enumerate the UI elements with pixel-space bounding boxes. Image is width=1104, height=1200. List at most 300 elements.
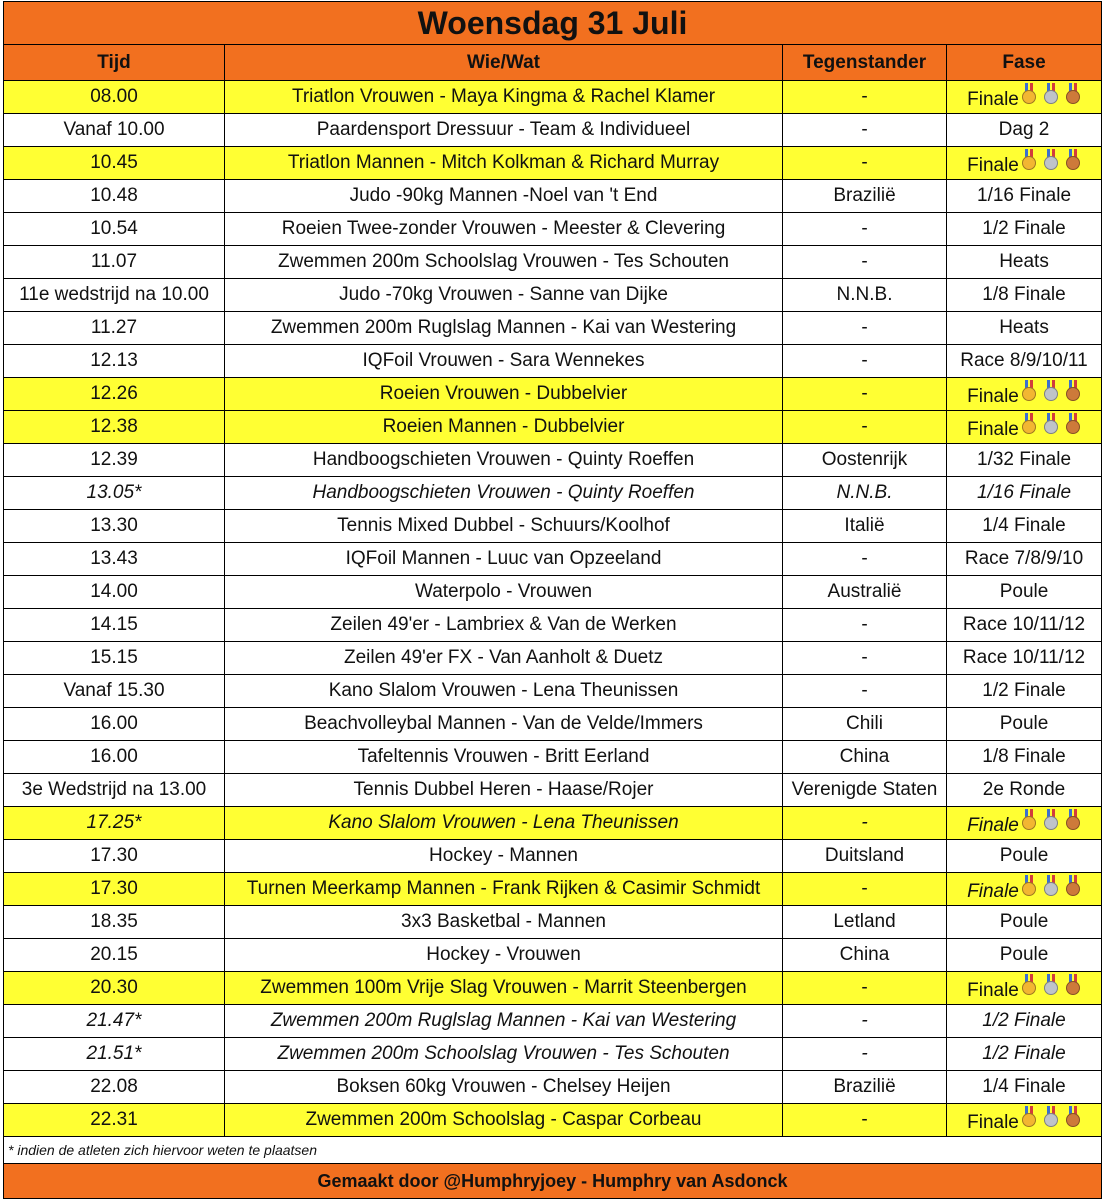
phase-cell-text: 1/16 Finale [977, 482, 1072, 503]
opponent-cell [783, 543, 947, 576]
time-cell-text: 11.07 [90, 251, 138, 272]
opponent-cell-text: - [861, 680, 868, 701]
time-cell-text: 08.00 [90, 86, 138, 107]
event-cell-text: Paardensport Dressuur - Team & Individueel [316, 119, 691, 140]
time-cell [4, 279, 225, 312]
silver-medal-icon [1043, 1106, 1059, 1128]
opponent-cell-text: - [861, 1109, 868, 1130]
opponent-cell-text: China [839, 944, 890, 965]
phase-cell [947, 675, 1102, 708]
phase-cell-text: Finale [967, 155, 1019, 176]
event-cell-text: Zwemmen 200m Schoolslag - Caspar Corbeau [305, 1109, 702, 1130]
phase-cell [947, 1071, 1102, 1104]
time-cell-text: 17.30 [90, 878, 138, 899]
time-cell [4, 675, 225, 708]
event-cell [225, 939, 783, 972]
event-cell [225, 708, 783, 741]
phase-cell-text: Finale [967, 815, 1019, 836]
silver-medal-icon [1043, 875, 1059, 897]
phase-cell-text: Race 7/8/9/10 [964, 548, 1084, 569]
opponent-cell-text: Duitsland [824, 845, 905, 866]
medal-icons [1021, 1106, 1081, 1128]
silver-medal-icon [1043, 149, 1059, 171]
table-row [4, 906, 1102, 939]
event-cell-text: Triatlon Mannen - Mitch Kolkman & Richard Murray [287, 152, 720, 173]
time-cell [4, 972, 225, 1005]
gold-medal-icon [1021, 413, 1037, 435]
phase-cell [947, 774, 1102, 807]
event-cell [225, 81, 783, 114]
medal-icons [1021, 380, 1081, 402]
phase-cell-text: Heats [999, 251, 1049, 272]
phase-cell [947, 906, 1102, 939]
opponent-cell-text: N.N.B. [836, 284, 893, 305]
phase-cell [947, 147, 1102, 180]
event-cell [225, 180, 783, 213]
event-cell [225, 378, 783, 411]
table-row [4, 939, 1102, 972]
phase-cell-text: 1/32 Finale [977, 449, 1072, 470]
opponent-cell-text: - [861, 1010, 868, 1031]
silver-medal-icon [1043, 83, 1059, 105]
medal-icons [1021, 809, 1081, 831]
phase-cell-text: Race 10/11/12 [962, 614, 1086, 635]
table-row [4, 279, 1102, 312]
event-cell [225, 1071, 783, 1104]
time-cell-text: 10.54 [90, 218, 138, 239]
phase-cell [947, 873, 1102, 906]
opponent-cell-text: - [861, 119, 868, 140]
table-row [4, 477, 1102, 510]
phase-cell [947, 81, 1102, 114]
time-cell-text: Vanaf 15.30 [63, 680, 165, 701]
phase-cell-text: Finale [967, 1112, 1019, 1133]
time-cell [4, 114, 225, 147]
phase-cell [947, 345, 1102, 378]
opponent-cell [783, 972, 947, 1005]
time-cell [4, 510, 225, 543]
gold-medal-icon [1021, 149, 1037, 171]
time-cell [4, 576, 225, 609]
medal-icons [1021, 413, 1081, 435]
time-cell [4, 378, 225, 411]
phase-cell-text: 1/8 Finale [982, 746, 1066, 767]
event-cell-text: IQFoil Vrouwen - Sara Wennekes [362, 350, 645, 371]
table-row [4, 1071, 1102, 1104]
opponent-cell [783, 279, 947, 312]
phase-cell [947, 939, 1102, 972]
event-cell [225, 576, 783, 609]
time-cell-text: 15.15 [90, 647, 138, 668]
medal-icons [1021, 149, 1081, 171]
schedule-sheet [3, 1, 1101, 1197]
time-cell [4, 180, 225, 213]
bronze-medal-icon [1065, 875, 1081, 897]
phase-cell-text: 1/4 Finale [982, 1076, 1066, 1097]
phase-cell [947, 180, 1102, 213]
event-cell [225, 345, 783, 378]
phase-cell-text: 1/2 Finale [982, 1043, 1066, 1064]
phase-cell [947, 609, 1102, 642]
opponent-cell-text: Chili [846, 713, 883, 734]
opponent-cell-text: - [861, 383, 868, 404]
event-cell-text: Triatlon Vrouwen - Maya Kingma & Rachel Klamer [291, 86, 716, 107]
time-cell [4, 1104, 225, 1137]
opponent-cell [783, 477, 947, 510]
phase-cell-text: 1/4 Finale [982, 515, 1066, 536]
opponent-cell [783, 642, 947, 675]
event-cell-text: Waterpolo - Vrouwen [414, 581, 593, 602]
opponent-cell [783, 378, 947, 411]
table-row [4, 708, 1102, 741]
time-cell-text: 14.00 [90, 581, 138, 602]
table-row [4, 609, 1102, 642]
time-cell-text: 3e Wedstrijd na 13.00 [21, 779, 207, 800]
opponent-cell-text: - [861, 350, 868, 371]
table-row [4, 807, 1102, 840]
event-cell-text: Zwemmen 200m Ruglslag Mannen - Kai van Westering [270, 317, 737, 338]
opponent-cell [783, 840, 947, 873]
opponent-cell-text: Oostenrijk [821, 449, 908, 470]
time-cell-text: 10.48 [90, 185, 138, 206]
opponent-cell [783, 906, 947, 939]
silver-medal-icon [1043, 809, 1059, 831]
time-cell [4, 873, 225, 906]
phase-cell [947, 708, 1102, 741]
time-cell-text: 17.25* [86, 812, 142, 833]
opponent-cell-text: Brazilië [833, 1076, 896, 1097]
silver-medal-icon [1043, 380, 1059, 402]
opponent-cell [783, 741, 947, 774]
phase-cell [947, 1104, 1102, 1137]
time-cell [4, 411, 225, 444]
phase-cell [947, 972, 1102, 1005]
table-row [4, 972, 1102, 1005]
opponent-cell [783, 147, 947, 180]
phase-cell [947, 1038, 1102, 1071]
time-cell [4, 213, 225, 246]
bronze-medal-icon [1065, 83, 1081, 105]
event-cell [225, 114, 783, 147]
event-cell [225, 246, 783, 279]
opponent-cell-text: - [861, 878, 868, 899]
event-cell-text: Kano Slalom Vrouwen - Lena Theunissen [328, 812, 679, 833]
opponent-cell [783, 939, 947, 972]
table-row [4, 774, 1102, 807]
table-row [4, 642, 1102, 675]
time-cell [4, 312, 225, 345]
phase-cell [947, 444, 1102, 477]
time-cell [4, 543, 225, 576]
event-cell-text: Zeilen 49'er - Lambriex & Van de Werken [330, 614, 677, 635]
time-cell [4, 609, 225, 642]
opponent-cell-text: - [861, 86, 868, 107]
phase-cell [947, 477, 1102, 510]
table-row [4, 312, 1102, 345]
time-cell-text: 12.26 [90, 383, 138, 404]
event-cell-text: Tennis Mixed Dubbel - Schuurs/Koolhof [337, 515, 670, 536]
event-cell-text: Handboogschieten Vrouwen - Quinty Roeffen [312, 449, 695, 470]
opponent-cell-text: - [861, 152, 868, 173]
gold-medal-icon [1021, 809, 1037, 831]
opponent-cell-text: Letland [833, 911, 896, 932]
phase-cell-text: 1/2 Finale [982, 218, 1066, 239]
event-cell [225, 1104, 783, 1137]
opponent-cell [783, 246, 947, 279]
bronze-medal-icon [1065, 1106, 1081, 1128]
schedule-rows [4, 81, 1102, 1137]
event-cell-text: Zwemmen 100m Vrije Slag Vrouwen - Marrit Steenbergen [260, 977, 747, 998]
event-cell-text: IQFoil Mannen - Luuc van Opzeeland [345, 548, 662, 569]
event-cell [225, 213, 783, 246]
phase-cell [947, 510, 1102, 543]
opponent-cell-text: Italië [844, 515, 885, 536]
event-cell-text: Kano Slalom Vrouwen - Lena Theunissen [328, 680, 679, 701]
time-cell-text: 12.13 [90, 350, 138, 371]
time-cell-text: 16.00 [90, 746, 138, 767]
opponent-cell [783, 180, 947, 213]
gold-medal-icon [1021, 1106, 1037, 1128]
gold-medal-icon [1021, 83, 1037, 105]
table-row [4, 543, 1102, 576]
time-cell-text: 11e wedstrijd na 10.00 [19, 284, 209, 305]
time-cell-text: 21.47* [86, 1010, 142, 1031]
event-cell [225, 642, 783, 675]
phase-cell-text: Poule [999, 845, 1049, 866]
opponent-cell-text: - [861, 647, 868, 668]
phase-cell-text: Finale [967, 419, 1019, 440]
time-cell [4, 741, 225, 774]
time-cell-text: 13.30 [90, 515, 138, 536]
page-title: Woensdag 31 Juli [4, 2, 1102, 45]
table-row [4, 81, 1102, 114]
phase-cell-text: Finale [967, 386, 1019, 407]
silver-medal-icon [1043, 413, 1059, 435]
gold-medal-icon [1021, 380, 1037, 402]
opponent-cell [783, 345, 947, 378]
phase-cell [947, 741, 1102, 774]
table-row [4, 444, 1102, 477]
phase-cell-text: Poule [999, 911, 1049, 932]
gold-medal-icon [1021, 875, 1037, 897]
opponent-cell [783, 609, 947, 642]
opponent-cell-text: China [839, 746, 890, 767]
opponent-cell [783, 675, 947, 708]
time-cell-text: 13.43 [90, 548, 138, 569]
table-row [4, 741, 1102, 774]
time-cell [4, 1038, 225, 1071]
phase-cell-text: 2e Ronde [982, 779, 1066, 800]
event-cell-text: 3x3 Basketbal - Mannen [401, 911, 606, 932]
time-cell-text: 20.30 [90, 977, 138, 998]
table-row [4, 1038, 1102, 1071]
opponent-cell-text: - [861, 977, 868, 998]
opponent-cell-text: - [861, 1043, 868, 1064]
phase-cell [947, 576, 1102, 609]
event-cell-text: Roeien Mannen - Dubbelvier [382, 416, 625, 437]
opponent-cell [783, 807, 947, 840]
event-cell [225, 312, 783, 345]
time-cell-text: 16.00 [90, 713, 138, 734]
column-header-time: Tijd [4, 45, 225, 81]
time-cell-text: 20.15 [90, 944, 138, 965]
table-row [4, 840, 1102, 873]
event-cell-text: Hockey - Vrouwen [426, 944, 581, 965]
opponent-cell-text: - [861, 218, 868, 239]
medal-icons [1021, 875, 1081, 897]
event-cell-text: Tafeltennis Vrouwen - Britt Eerland [357, 746, 650, 767]
phase-cell [947, 642, 1102, 675]
phase-cell-text: Heats [999, 317, 1049, 338]
phase-cell [947, 279, 1102, 312]
time-cell-text: 12.39 [90, 449, 138, 470]
time-cell-text: 18.35 [90, 911, 138, 932]
bronze-medal-icon [1065, 149, 1081, 171]
bronze-medal-icon [1065, 809, 1081, 831]
phase-cell-text: Dag 2 [998, 119, 1050, 140]
time-cell [4, 906, 225, 939]
time-cell [4, 939, 225, 972]
schedule-table [3, 1, 1102, 1199]
phase-cell-text: 1/2 Finale [982, 1010, 1066, 1031]
bronze-medal-icon [1065, 974, 1081, 996]
phase-cell-text: Poule [999, 713, 1049, 734]
column-header-phase: Fase [947, 45, 1102, 81]
event-cell-text: Judo -70kg Vrouwen - Sanne van Dijke [339, 284, 668, 305]
opponent-cell [783, 213, 947, 246]
phase-cell-text: 1/8 Finale [982, 284, 1066, 305]
opponent-cell [783, 1005, 947, 1038]
event-cell [225, 807, 783, 840]
time-cell-text: 21.51* [86, 1043, 142, 1064]
event-cell-text: Judo -90kg Mannen -Noel van 't End [349, 185, 658, 206]
phase-cell-text: Finale [967, 89, 1019, 110]
phase-cell-text: Poule [999, 944, 1049, 965]
event-cell-text: Roeien Twee-zonder Vrouwen - Meester & Clevering [281, 218, 726, 239]
opponent-cell [783, 81, 947, 114]
time-cell [4, 477, 225, 510]
opponent-cell [783, 1104, 947, 1137]
event-cell [225, 279, 783, 312]
opponent-cell [783, 873, 947, 906]
time-cell-text: 13.05* [86, 482, 142, 503]
time-cell [4, 147, 225, 180]
event-cell [225, 741, 783, 774]
opponent-cell [783, 1038, 947, 1071]
opponent-cell [783, 114, 947, 147]
event-cell-text: Boksen 60kg Vrouwen - Chelsey Heijen [336, 1076, 671, 1097]
table-row [4, 873, 1102, 906]
phase-cell [947, 807, 1102, 840]
table-row [4, 1005, 1102, 1038]
event-cell [225, 873, 783, 906]
event-cell [225, 906, 783, 939]
time-cell [4, 807, 225, 840]
table-row [4, 510, 1102, 543]
opponent-cell-text: - [861, 317, 868, 338]
phase-cell [947, 840, 1102, 873]
table-row [4, 576, 1102, 609]
event-cell [225, 147, 783, 180]
event-cell [225, 411, 783, 444]
opponent-cell [783, 312, 947, 345]
gold-medal-icon [1021, 974, 1037, 996]
phase-cell [947, 378, 1102, 411]
table-row [4, 675, 1102, 708]
opponent-cell [783, 444, 947, 477]
medal-icons [1021, 974, 1081, 996]
time-cell [4, 642, 225, 675]
phase-cell [947, 312, 1102, 345]
opponent-cell-text: Brazilië [833, 185, 896, 206]
event-cell [225, 840, 783, 873]
opponent-cell [783, 576, 947, 609]
time-cell [4, 81, 225, 114]
opponent-cell [783, 510, 947, 543]
opponent-cell-text: - [861, 416, 868, 437]
table-row [4, 345, 1102, 378]
table-row [4, 378, 1102, 411]
opponent-cell [783, 708, 947, 741]
table-row [4, 180, 1102, 213]
time-cell [4, 1005, 225, 1038]
phase-cell-text: Finale [967, 881, 1019, 902]
phase-cell-text: 1/2 Finale [982, 680, 1066, 701]
event-cell-text: Zwemmen 200m Schoolslag Vrouwen - Tes Schouten [277, 1043, 730, 1064]
event-cell [225, 543, 783, 576]
phase-cell [947, 246, 1102, 279]
time-cell-text: 22.31 [90, 1109, 138, 1130]
time-cell [4, 774, 225, 807]
table-row [4, 246, 1102, 279]
opponent-cell-text: Australië [827, 581, 902, 602]
event-cell [225, 477, 783, 510]
table-row [4, 411, 1102, 444]
time-cell [4, 708, 225, 741]
bronze-medal-icon [1065, 413, 1081, 435]
opponent-cell-text: - [861, 614, 868, 635]
table-row [4, 114, 1102, 147]
event-cell-text: Zeilen 49'er FX - Van Aanholt & Duetz [343, 647, 664, 668]
table-row [4, 147, 1102, 180]
time-cell [4, 444, 225, 477]
phase-cell [947, 1005, 1102, 1038]
phase-cell-text: 1/16 Finale [977, 185, 1072, 206]
event-cell-text: Hockey - Mannen [429, 845, 578, 866]
phase-cell-text: Race 8/9/10/11 [960, 350, 1088, 371]
medal-icons [1021, 83, 1081, 105]
time-cell-text: 14.15 [90, 614, 138, 635]
time-cell [4, 345, 225, 378]
event-cell [225, 1005, 783, 1038]
time-cell-text: 12.38 [90, 416, 138, 437]
column-header-opponent: Tegenstander [783, 45, 947, 81]
event-cell [225, 675, 783, 708]
table-row [4, 213, 1102, 246]
time-cell-text: Vanaf 10.00 [63, 119, 165, 140]
phase-cell-text: Poule [999, 581, 1049, 602]
time-cell-text: 22.08 [90, 1076, 138, 1097]
event-cell [225, 972, 783, 1005]
time-cell [4, 246, 225, 279]
opponent-cell [783, 1071, 947, 1104]
opponent-cell-text: N.N.B. [836, 482, 893, 503]
event-cell-text: Handboogschieten Vrouwen - Quinty Roeffen [312, 482, 695, 503]
silver-medal-icon [1043, 974, 1059, 996]
event-cell [225, 774, 783, 807]
event-cell-text: Beachvolleybal Mannen - Van de Velde/Immers [304, 713, 703, 734]
opponent-cell-text: - [861, 548, 868, 569]
